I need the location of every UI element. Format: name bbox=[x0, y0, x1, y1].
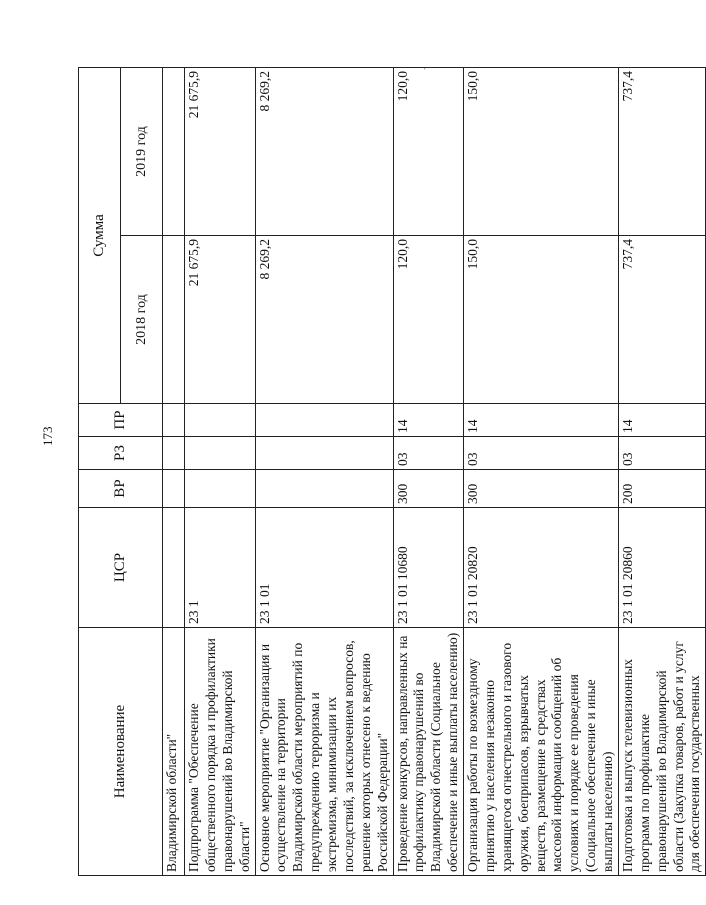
cell-rz bbox=[163, 437, 185, 470]
cell-pr bbox=[185, 404, 256, 437]
cell-rz: 03 bbox=[464, 437, 619, 470]
cell-2019: 120,0 bbox=[393, 67, 464, 235]
cell-2018 bbox=[163, 236, 185, 404]
header-csr: ЦСР bbox=[79, 508, 163, 628]
header-pr: ПР bbox=[79, 404, 163, 437]
cell-vr: 300 bbox=[464, 470, 619, 508]
header-row bbox=[79, 67, 121, 875]
cell-2018: 150,0 bbox=[464, 236, 619, 404]
cell-name: Проведение конкурсов, направленных на профилактику правонарушений во Владимирской области (Социальное обеспечение и иные выплаты населению) bbox=[393, 628, 464, 876]
cell-name: Основное мероприятие "Организация и осуществление на территории Владимирской области мероприятий по предупреждению терроризма и экстремизма, минимизации их последствий, за исключением вопросов, решение которых отнесено к ведению Российской Федерации" bbox=[255, 628, 393, 876]
cell-2019 bbox=[163, 67, 185, 235]
cell-pr: 14 bbox=[618, 404, 705, 437]
cell-2018: 737,4 bbox=[618, 236, 705, 404]
rotated-budget-table-container bbox=[78, 68, 703, 876]
cell-pr: 14 bbox=[393, 404, 464, 437]
header-2019: 2019 год bbox=[121, 67, 163, 235]
cell-csr: 23 1 01 10680 bbox=[393, 508, 464, 628]
table-row bbox=[393, 67, 464, 875]
cell-rz: 03 bbox=[393, 437, 464, 470]
cell-csr: 23 1 01 bbox=[255, 508, 393, 628]
cell-2018: 120,0 bbox=[393, 236, 464, 404]
header-vr: ВР bbox=[79, 470, 163, 508]
cell-2019: 8 269,2 bbox=[255, 67, 393, 235]
budget-table bbox=[78, 67, 706, 876]
table-row bbox=[163, 67, 185, 875]
cell-name: Подпрограмма "Обеспечение общественного порядка и профилактики правонарушений во Владимирской области" bbox=[185, 628, 256, 876]
header-name: Наименование bbox=[79, 628, 163, 876]
cell-name: Организация работы по возмездному принятию у населения незаконно хранящегося огнестрельного и газового оружия, боеприпасов, взрывчатых веществ, размещение в средствах массовой информации сообщений об условиях и порядке ее проведения (Социальное обеспечение и иные выплаты населению) bbox=[464, 628, 619, 876]
header-rz: РЗ bbox=[79, 437, 163, 470]
cell-2018: 8 269,2 bbox=[255, 236, 393, 404]
cell-vr bbox=[163, 470, 185, 508]
cell-rz bbox=[255, 437, 393, 470]
table-row bbox=[255, 67, 393, 875]
cell-pr: 14 bbox=[464, 404, 619, 437]
cell-csr bbox=[163, 508, 185, 628]
table-row bbox=[464, 67, 619, 875]
cell-vr: 300 bbox=[393, 470, 464, 508]
table-row bbox=[618, 67, 705, 875]
cell-vr: 200 bbox=[618, 470, 705, 508]
cell-pr bbox=[255, 404, 393, 437]
cell-2018: 21 675,9 bbox=[185, 236, 256, 404]
cell-vr bbox=[185, 470, 256, 508]
page-number: 173 bbox=[40, 426, 55, 446]
cell-pr bbox=[163, 404, 185, 437]
cell-rz bbox=[185, 437, 256, 470]
cell-2019: 21 675,9 bbox=[185, 67, 256, 235]
cell-csr: 23 1 01 20860 bbox=[618, 508, 705, 628]
cell-rz: 03 bbox=[618, 437, 705, 470]
table-row bbox=[185, 67, 256, 875]
stray-mark: ' bbox=[424, 66, 426, 76]
cell-csr: 23 1 bbox=[185, 508, 256, 628]
cell-name: Владимирской области" bbox=[163, 628, 185, 876]
cell-2019: 737,4 bbox=[618, 67, 705, 235]
cell-csr: 23 1 01 20820 bbox=[464, 508, 619, 628]
cell-2019: 150,0 bbox=[464, 67, 619, 235]
header-2018: 2018 год bbox=[121, 236, 163, 404]
cell-name: Подготовка и выпуск телевизионных программ по профилактике правонарушений во Владимирской области (Закупка товаров, работ и услуг для обеспечения государственных bbox=[618, 628, 705, 876]
header-sum: Сумма bbox=[79, 67, 121, 403]
cell-vr bbox=[255, 470, 393, 508]
